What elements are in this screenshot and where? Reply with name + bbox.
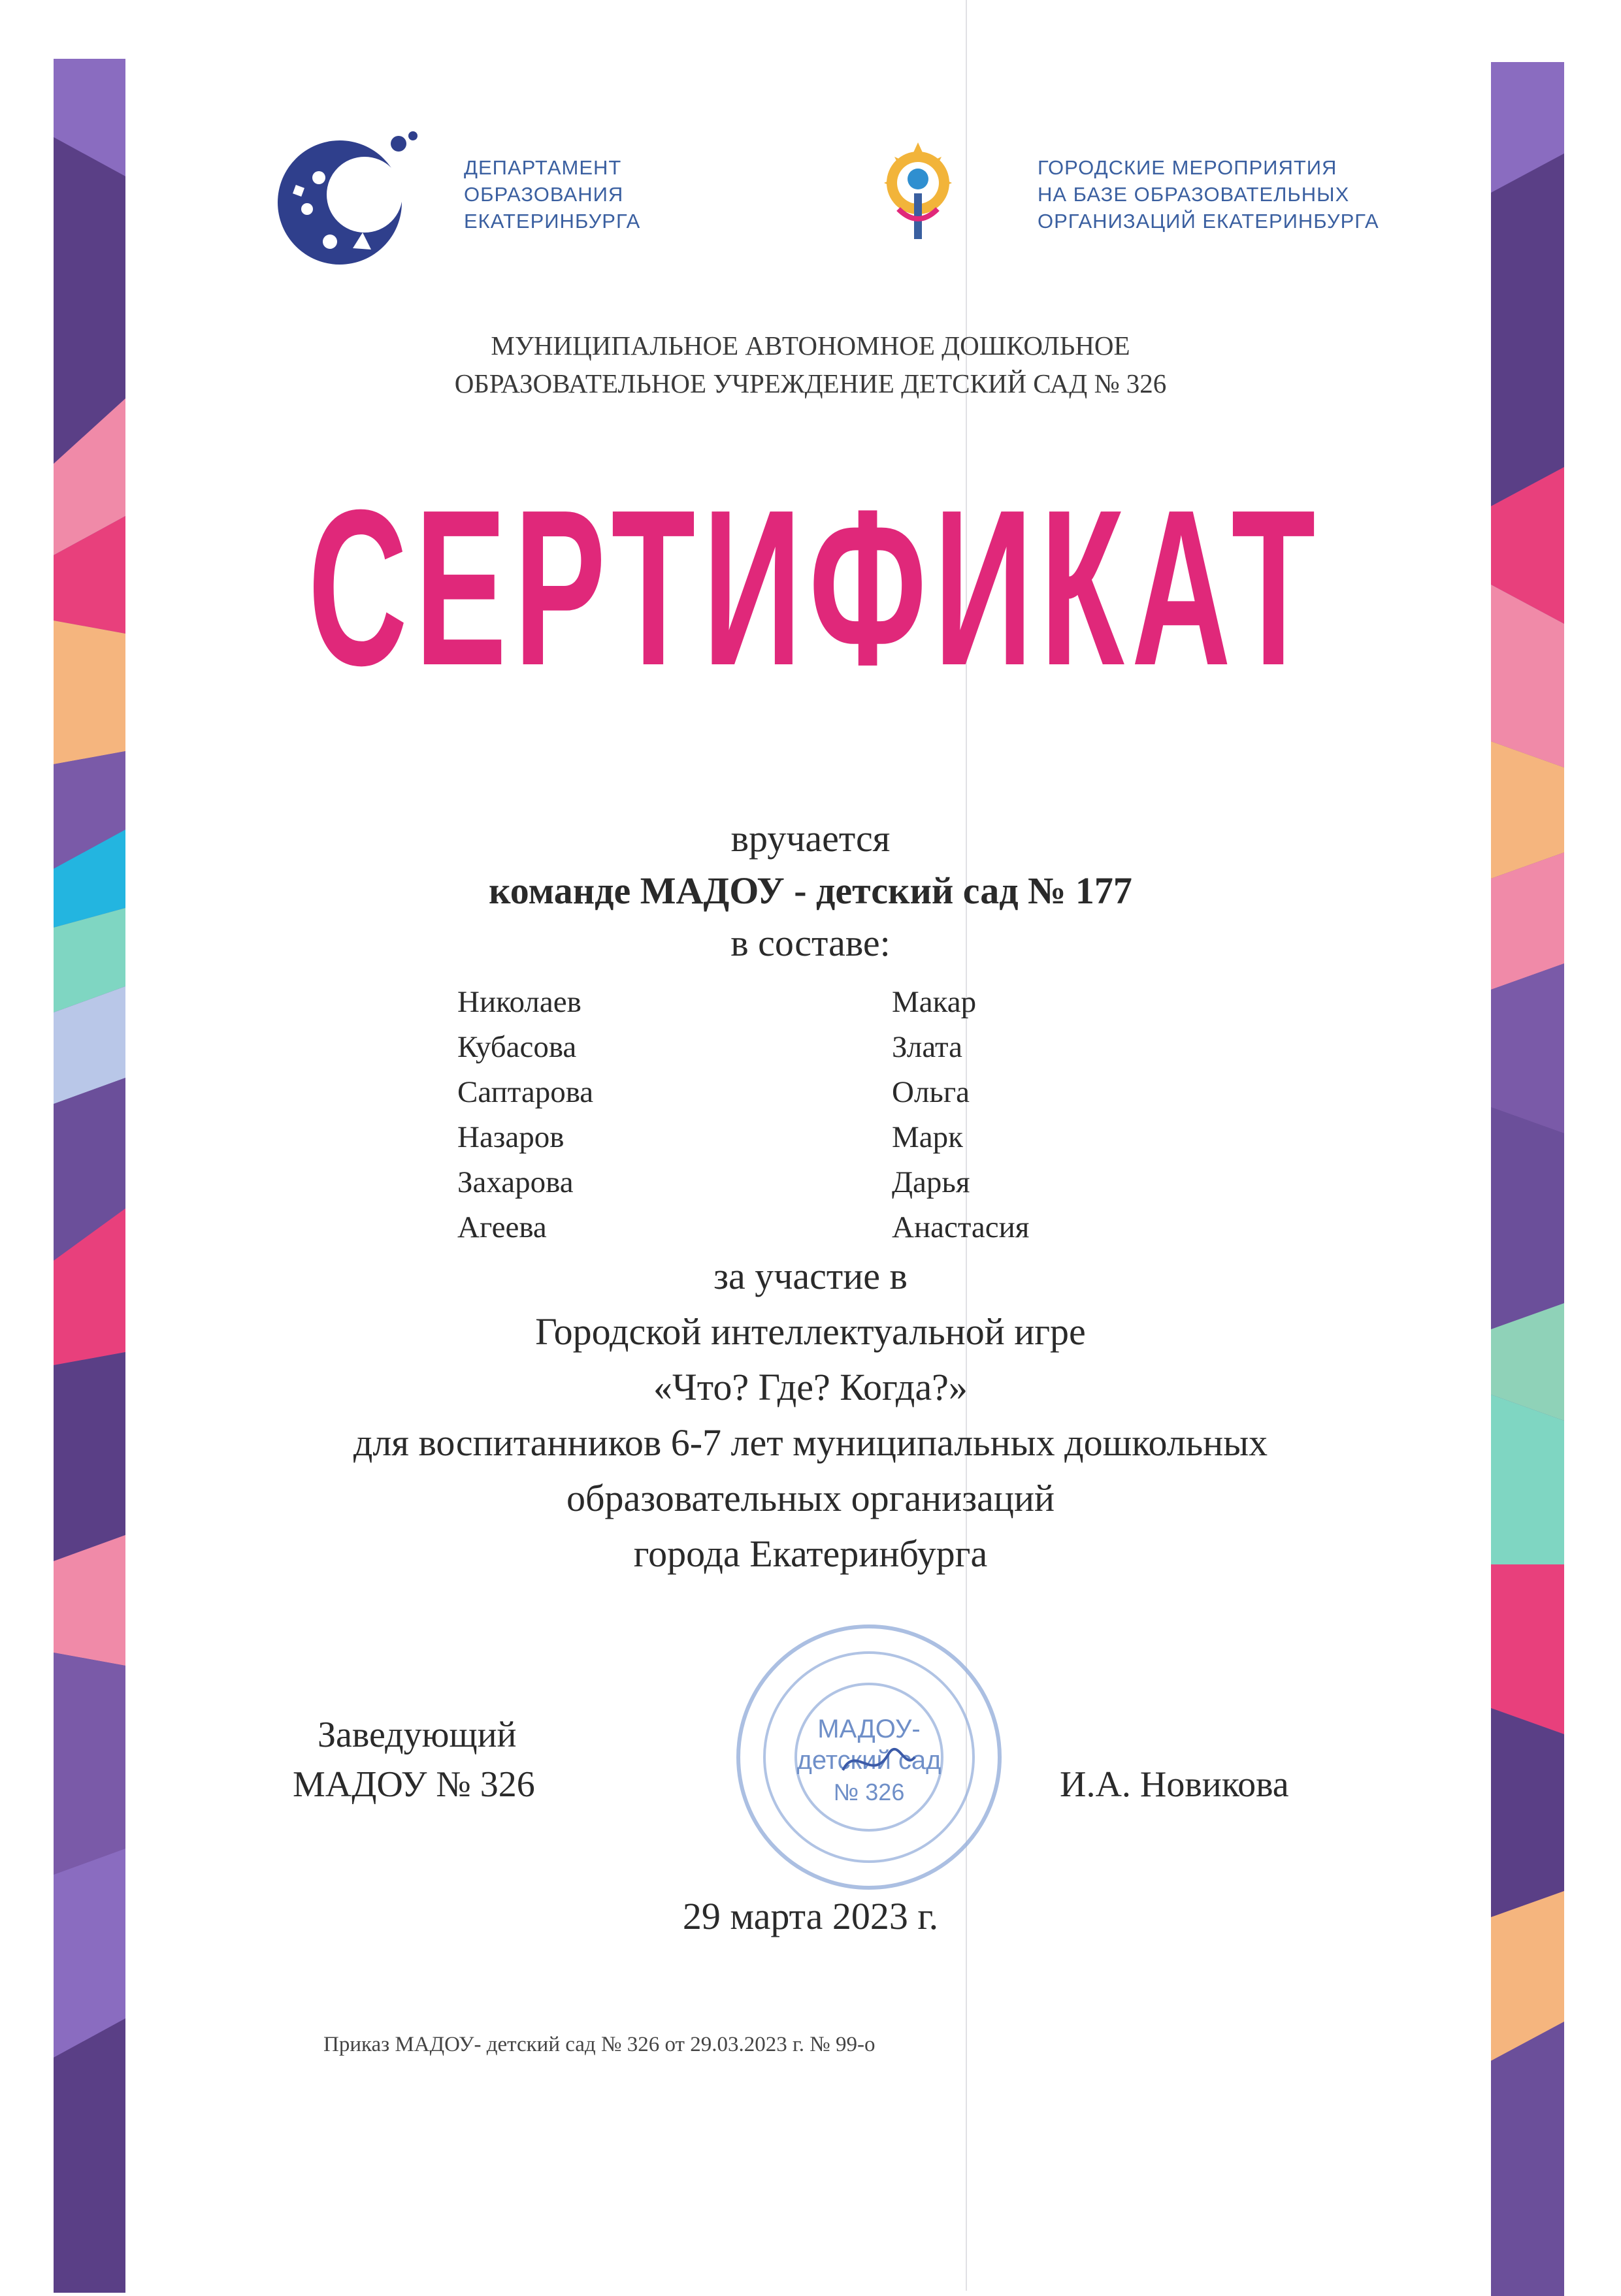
city-events-logo-text (1038, 154, 1379, 234)
member-name: Ольга (892, 1075, 970, 1109)
member-row (457, 1205, 1241, 1250)
composition-text: в составе: (730, 922, 891, 964)
reason-line-5: образовательных организаций (566, 1477, 1055, 1519)
member-name: Анастасия (892, 1210, 1030, 1244)
stamp-center-line: детский сад (796, 1746, 941, 1775)
reason-line-6: города Екатеринбурга (633, 1532, 988, 1575)
department-education-logo-icon (268, 118, 425, 274)
reason-line-2: Городской интеллектуальной игре (535, 1310, 1086, 1353)
member-row (457, 1115, 1241, 1160)
city-events-logo-icon (879, 131, 957, 261)
city-events-logo-line: ОРГАНИЗАЦИЙ ЕКАТЕРИНБУРГА (1038, 210, 1379, 233)
member-surname: Агеева (457, 1210, 547, 1244)
members-list (457, 980, 1241, 1250)
institution-line-2: ОБРАЗОВАТЕЛЬНОЕ УЧРЕЖДЕНИЕ ДЕТСКИЙ САД № 326 (454, 368, 1167, 398)
member-surname: Назаров (457, 1120, 565, 1154)
team-name: команде МАДОУ - детский сад № 177 (489, 869, 1132, 912)
position-line-1: Заведующий (318, 1715, 517, 1755)
institution-line-1: МУНИЦИПАЛЬНОЕ АВТОНОМНОЕ ДОШКОЛЬНОЕ (491, 331, 1130, 361)
reason-line-3: «Что? Где? Когда?» (653, 1366, 968, 1408)
department-logo-text (464, 154, 640, 234)
position-line-2: МАДОУ № 326 (293, 1764, 535, 1805)
member-name: Макар (892, 985, 977, 1019)
city-events-logo-line: НА БАЗЕ ОБРАЗОВАТЕЛЬНЫХ (1038, 183, 1350, 206)
member-surname: Саптарова (457, 1075, 594, 1109)
member-row (457, 1025, 1241, 1070)
official-stamp (732, 1620, 1006, 1894)
member-surname: Кубасова (457, 1030, 577, 1064)
stamp-center-line: № 326 (833, 1779, 905, 1805)
reason-line-1: за участие в (713, 1255, 908, 1297)
reason-line-4: для воспитанников 6-7 лет муниципальных дошкольных (353, 1421, 1268, 1464)
member-name: Марк (892, 1120, 963, 1154)
issue-date: 29 марта 2023 г. (682, 1895, 939, 1937)
member-row (457, 980, 1241, 1025)
member-surname: Захарова (457, 1165, 574, 1199)
member-name: Дарья (892, 1165, 970, 1199)
member-name: Злата (892, 1030, 962, 1064)
department-logo-line: ЕКАТЕРИНБУРГА (464, 210, 641, 233)
city-events-logo-line: ГОРОДСКИЕ МЕРОПРИЯТИЯ (1038, 156, 1337, 179)
member-surname: Николаев (457, 985, 581, 1019)
certificate-title: СЕРТИФИКАТ (308, 464, 1323, 712)
stamp-center-line: МАДОУ- (817, 1715, 921, 1743)
department-logo-line: ОБРАЗОВАНИЯ (464, 183, 624, 206)
order-reference: Приказ МАДОУ- детский сад № 326 от 29.03.2023 г. № 99-о (323, 2033, 876, 2056)
signatory-name: И.А. Новикова (1060, 1764, 1289, 1805)
member-row (457, 1160, 1241, 1205)
department-logo-line: ДЕПАРТАМЕНТ (464, 156, 622, 179)
presented-text: вручается (730, 817, 891, 860)
member-row (457, 1070, 1241, 1115)
